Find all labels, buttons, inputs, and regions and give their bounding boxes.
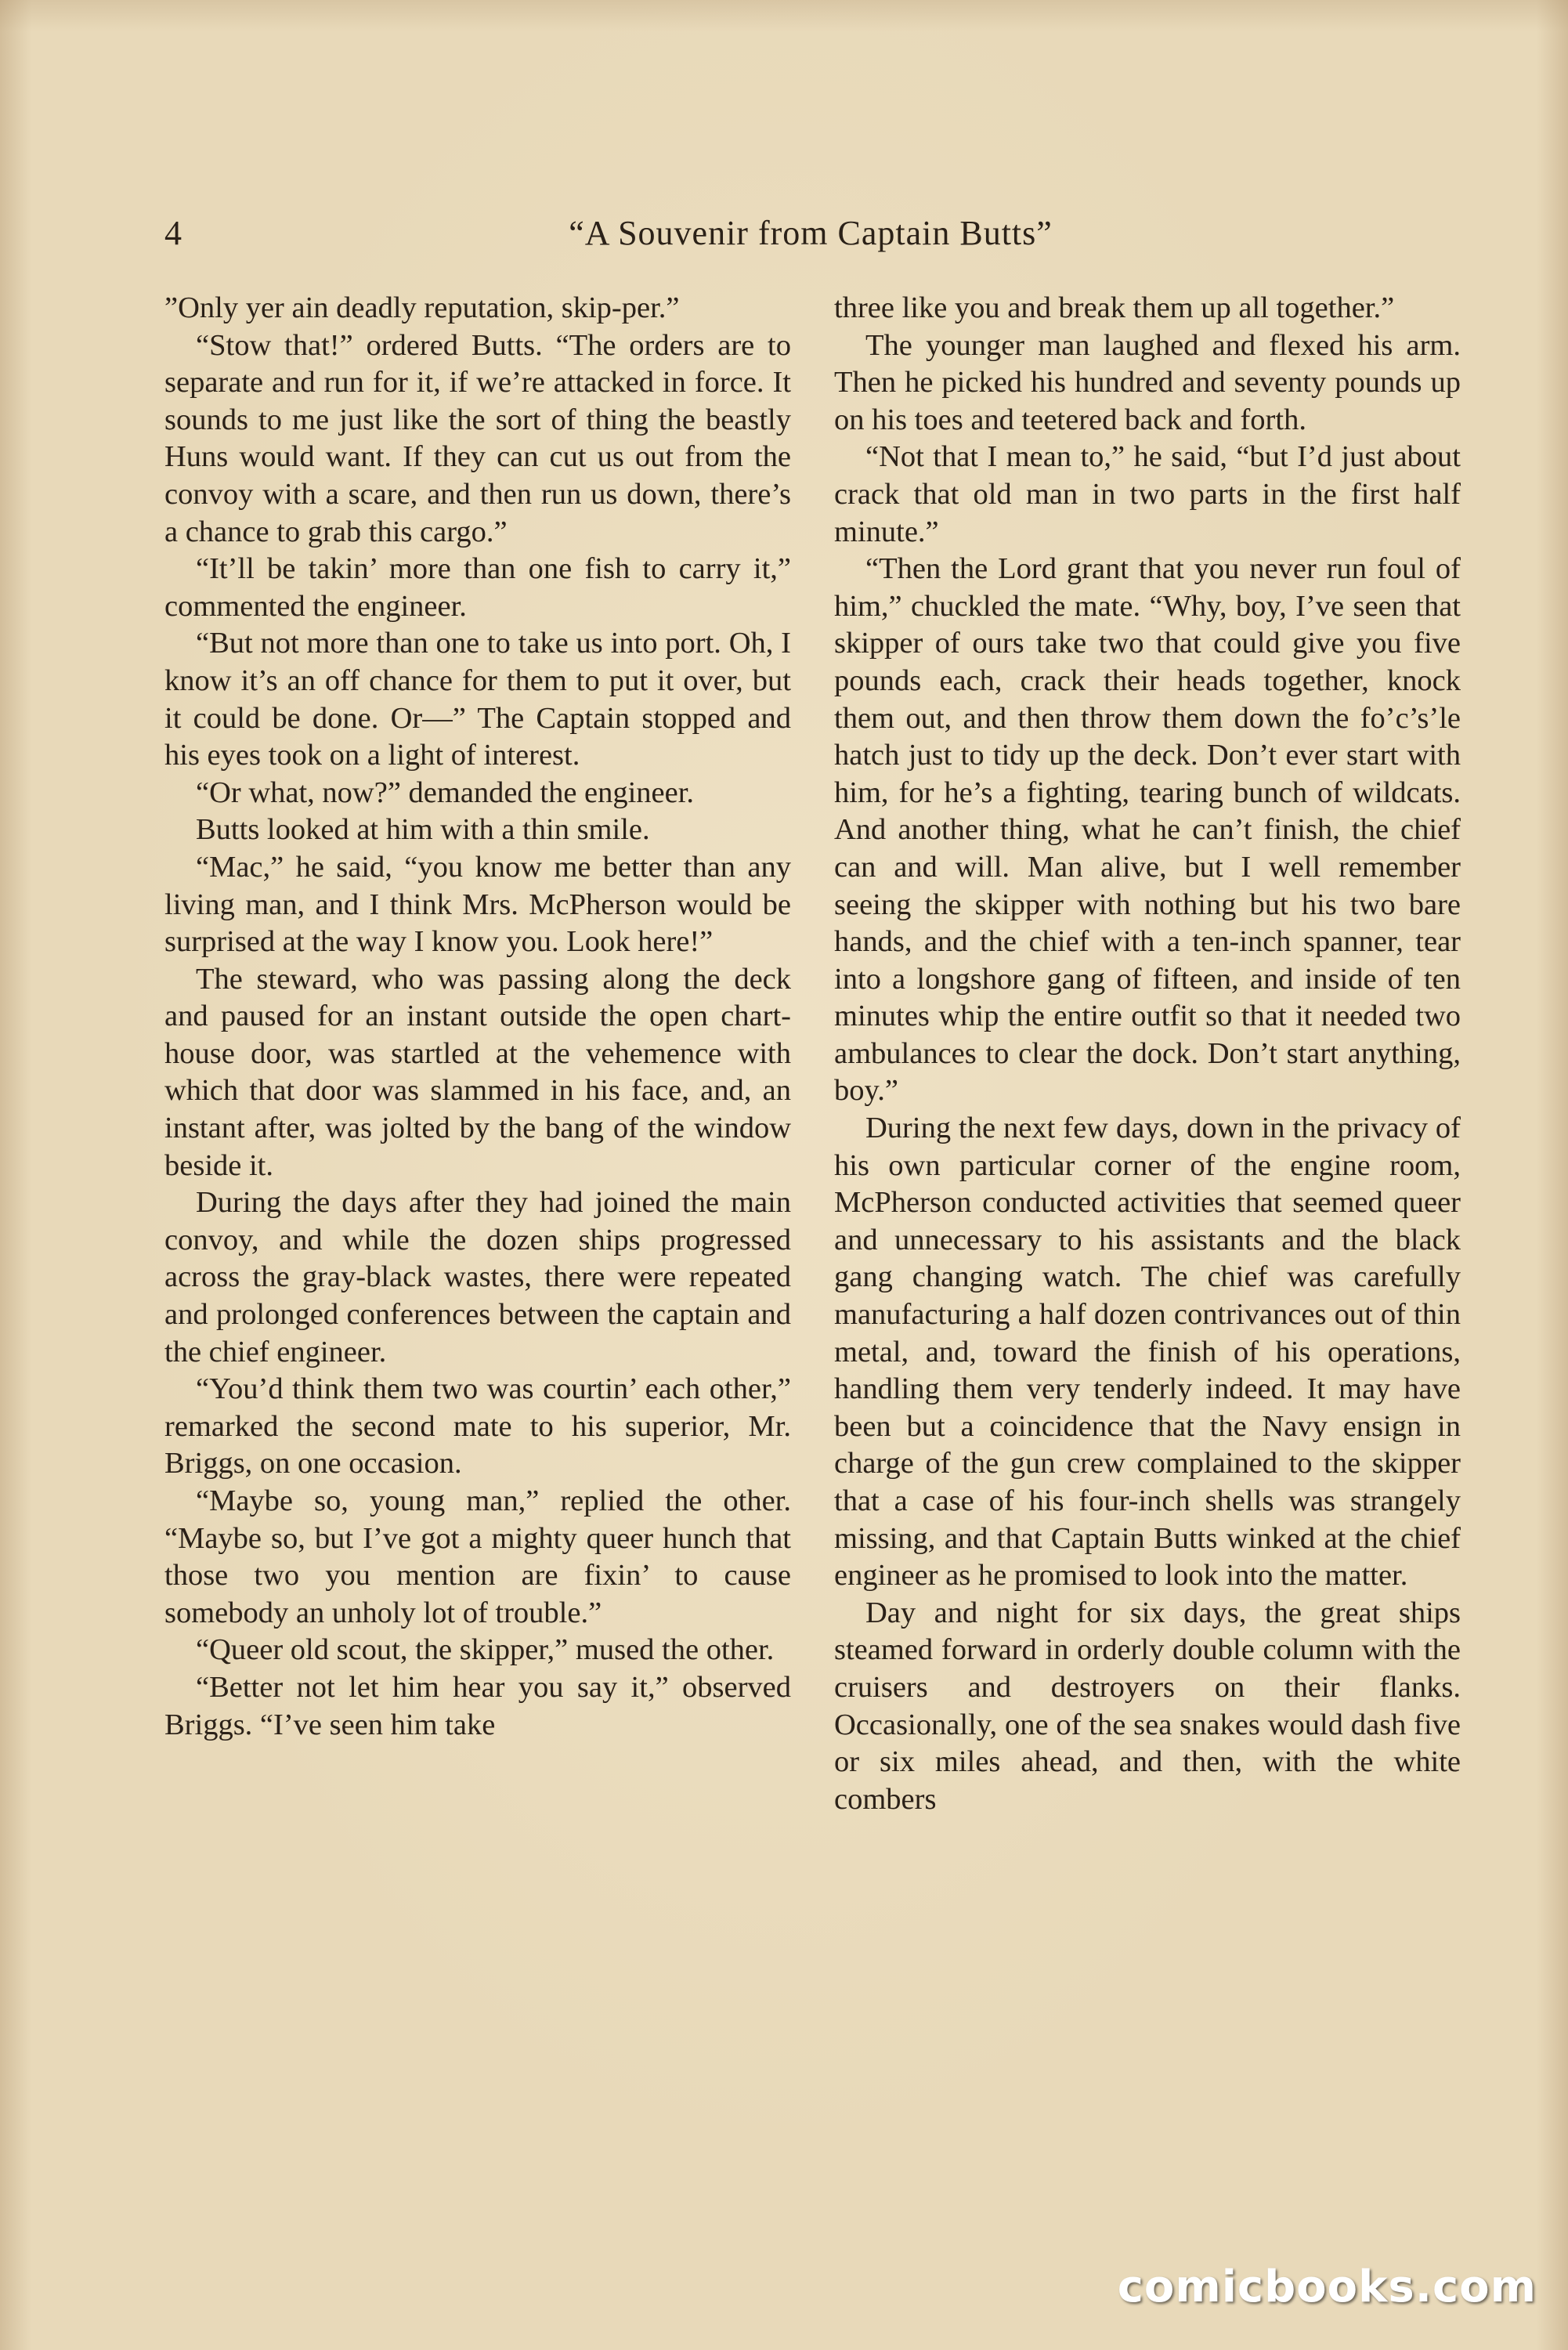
paragraph: “Maybe so, young man,” replied the other. “Maybe so, but I’ve got a mighty queer hunch that those two you mention are fixin’ to cause somebody an unholy lot of trouble.” xyxy=(164,1484,791,1629)
paragraph: During the next few days, down in the privacy of his own particular corner of the engine room, McPherson conducted activities that seemed queer and unnecessary to his assistants and the black gang changing watch. The chief was carefully manufacturing a half dozen contrivances out of thin metal, and, toward the finish of his operations, handling them very tenderly indeed. It may have been but a coincidence that the Navy ensign in charge of the gun crew complained to the skipper that a case of his four-inch shells was strangely missing, and that Captain Butts winked at the chief engineer as he promised to look into the matter. xyxy=(834,1112,1461,1593)
paragraph: three like you and break them up all together.” xyxy=(834,291,1395,324)
paragraph: “Or what, now?” demanded the engineer. xyxy=(196,776,695,809)
page-number: 4 xyxy=(164,214,182,252)
paragraph: Butts looked at him with a thin smile. xyxy=(196,813,650,847)
paragraph: The steward, who was passing along the deck and paused for an instant outside the open chart-house door, was startled at the vehemence with which that door was slammed in his face, and, an instant after, was jolted by the bang of the window beside it. xyxy=(164,962,791,1182)
paragraph: ”Only yer ain deadly reputation, skip-per.” xyxy=(164,291,680,324)
paragraph: “Then the Lord grant that you never run foul of him,” chuckled the mate. “Why, boy, I’ve seen that skipper of ours take two that could give you five pounds each, crack their heads together, knock them out, and then throw them down the fo’c’s’le hatch just to tidy up the deck. Don’t ever start with him, for he’s a fighting, tearing bunch of wildcats. And another thing, what he can’t finish, the chief can and will. Man alive, but I well remember seeing the skipper with nothing but his two bare hands, and the chief with a ten-inch spanner, tear into a longshore gang of fifteen, and inside of ten minutes whip the entire outfit so that it needed two ambulances to clear the dock. Don’t start anything, boy.” xyxy=(834,552,1461,1108)
paragraph: “Not that I mean to,” he said, “but I’d just about crack that old man in two parts in the first half minute.” xyxy=(834,440,1461,548)
paragraph: “It’ll be takin’ more than one fish to carry it,” commented the engineer. xyxy=(164,552,791,623)
paragraph: “You’d think them two was courtin’ each other,” remarked the second mate to his superior, Mr. Briggs, on one occasion. xyxy=(164,1372,791,1480)
running-title: “A Souvenir from Captain Butts” xyxy=(569,214,1053,252)
paragraph: Day and night for six days, the great ships steamed forward in orderly double column with the cruisers and destroyers on their flanks. Occasionally, one of the sea snakes would dash five or six miles ahead, and then, with the white combers xyxy=(834,1596,1461,1816)
left-column xyxy=(164,290,791,1744)
page-header xyxy=(164,210,1457,257)
paragraph: During the days after they had joined the main convoy, and while the dozen ships progressed across the gray-black wastes, there were repeated and prolonged conferences between the captain and the chief engineer. xyxy=(164,1186,791,1368)
paragraph: “Mac,” he said, “you know me better than any living man, and I think Mrs. McPherson would be surprised at the way I know you. Look here!” xyxy=(164,850,791,959)
right-column xyxy=(834,290,1461,1818)
paragraph: “Stow that!” ordered Butts. “The orders are to separate and run for it, if we’re attacked in force. It sounds to me just like the sort of thing the beastly Huns would want. If they can cut us out from the convoy with a scare, and then run us down, there’s a chance to grab this cargo.” xyxy=(164,328,791,548)
paragraph: The younger man laughed and flexed his arm. Then he picked his hundred and seventy pounds up on his toes and teetered back and forth. xyxy=(834,328,1461,436)
paragraph: “But not more than one to take us into port. Oh, I know it’s an off chance for them to put it over, but it could be done. Or—” The Captain stopped and his eyes took on a light of interest. xyxy=(164,627,791,772)
watermark-logo: comicbooks.com xyxy=(1117,2261,1537,2312)
paragraph: “Better not let him hear you say it,” observed Briggs. “I’ve seen him take xyxy=(164,1670,791,1741)
paragraph: “Queer old scout, the skipper,” mused the other. xyxy=(196,1633,775,1667)
